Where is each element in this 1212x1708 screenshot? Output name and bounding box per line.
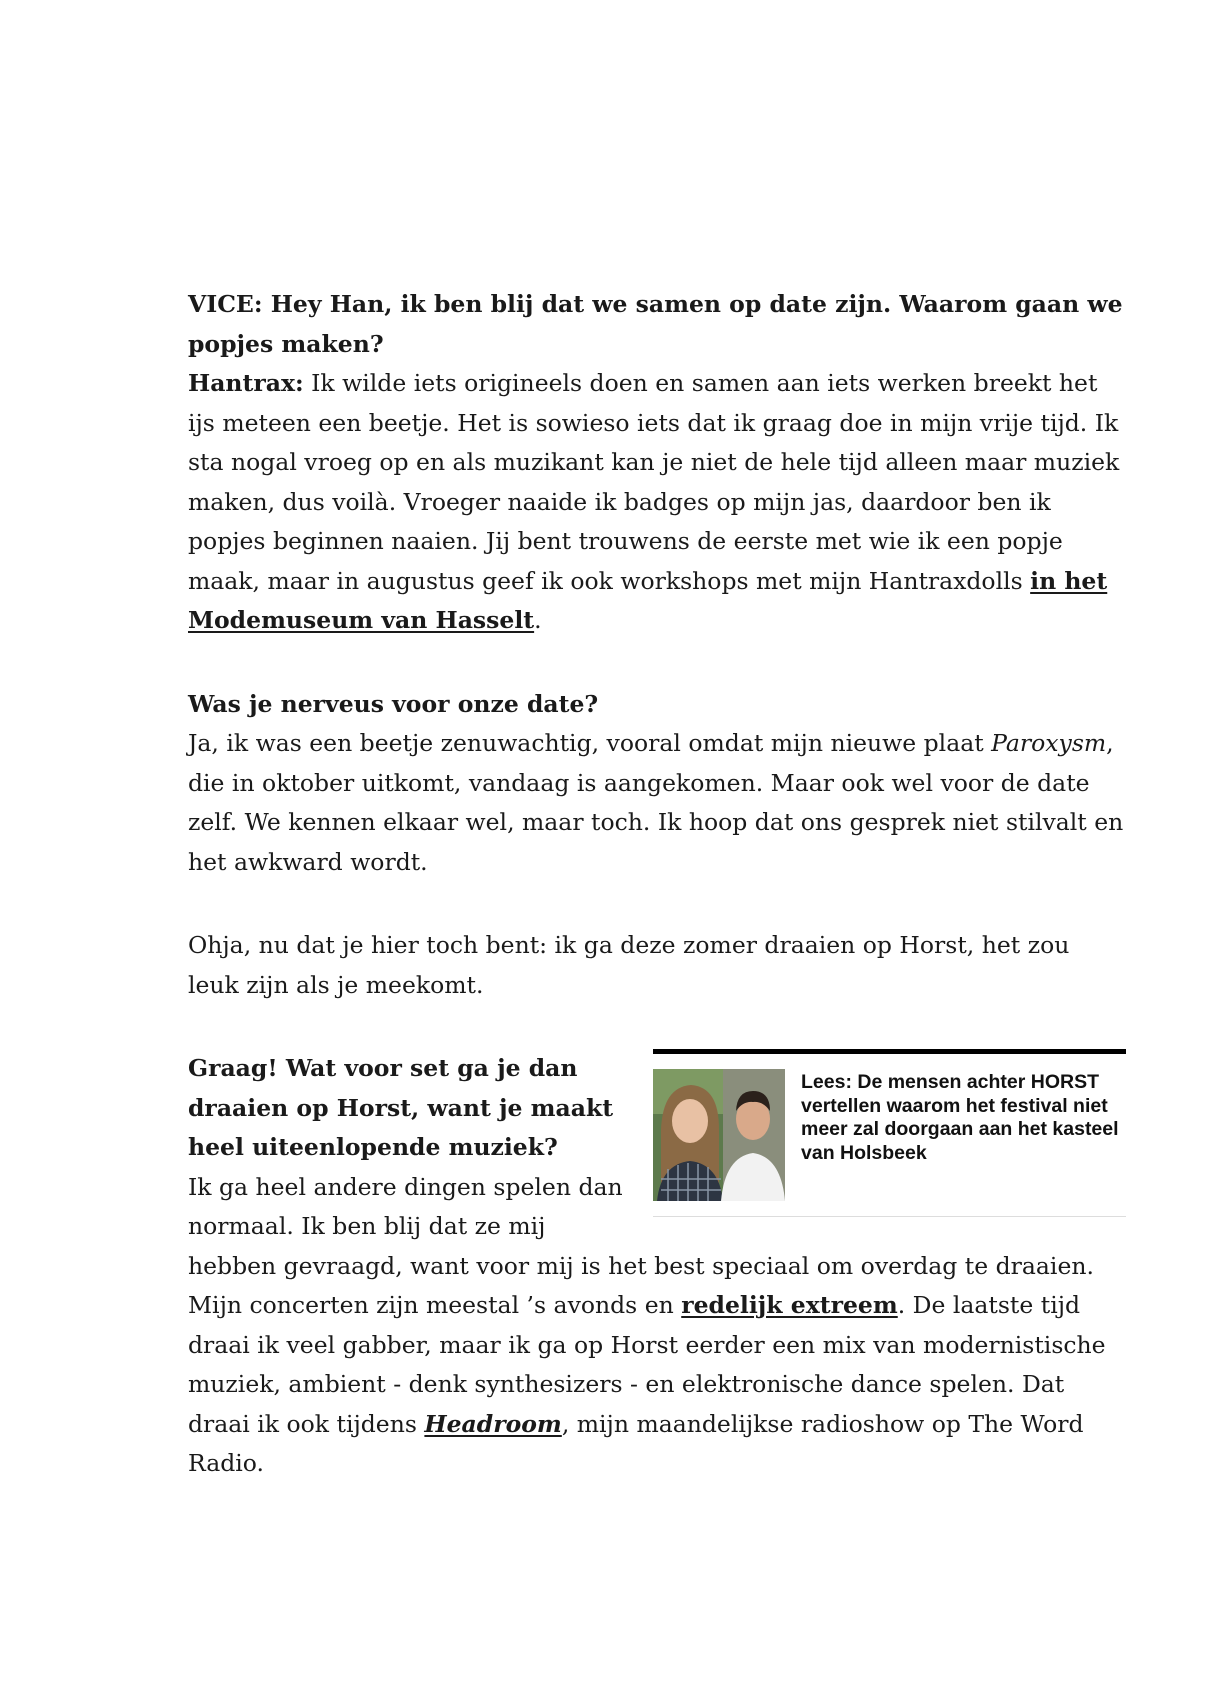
speaker-label: Hantrax: [188,369,304,397]
question-1-text: VICE: Hey Han, ik ben blij dat we samen op date zijn. Waarom gaan we popjes maken? [188,290,1123,358]
question-3 [188,926,1126,1005]
album-title: Paroxysm [991,729,1107,757]
related-article-title[interactable]: Lees: De mensen achter HORST vertellen waarom het festival niet meer zal doorgaan aan het kasteel van Holsbeek [801,1071,1119,1164]
answer-2 [188,724,1126,882]
answer-2-before: Ja, ik was een beetje zenuwachtig, vooral omdat mijn nieuwe plaat [188,729,992,757]
headroom-link[interactable]: Headroom [424,1409,562,1438]
article-body [188,285,1126,1484]
answer-1-end: . [534,606,542,634]
answer-2-after: , die in oktober uitkomt, vandaag is aangekomen. Maar ook wel voor de date zelf. We kennen elkaar wel, maar toch. Ik hoop dat ons gesprek niet stilvalt en het awkward wordt. [188,729,1124,876]
question-4-text: Graag! Wat voor set ga je dan draaien op Horst, want je maakt heel uiteenlopende muziek? [188,1054,614,1161]
answer-1 [188,364,1126,641]
modemuseum-link[interactable]: in het Modemuseum van Hasselt [188,566,1108,634]
related-article-thumbnail [653,1069,785,1201]
answer-1-text: Ik wilde iets origineels doen en samen aan iets werken breekt het ijs meteen een beetje. Het is sowieso iets dat ik graag doe in mijn vrije tijd. Ik sta nogal vroeg op en als muzikant kan je niet de hele tijd alleen maar muziek maken, dus voilà. Vroeger naaide ik badges op mijn jas, daardoor ben ik popjes beginnen naaien. Jij bent trouwens de eerste met wie ik een popje maak, maar in augustus geef ik ook workshops met mijn Hantraxdolls [188,369,1120,595]
answer-4-text-3: , mijn maandelijkse radioshow op The Word Radio. [188,1409,1084,1477]
redelijk-extreem-link[interactable]: redelijk extreem [681,1291,898,1319]
question-1 [188,285,1126,364]
answer-4-text-1: Ik ga heel andere dingen spelen dan normaal. Ik ben blij dat ze mij hebben gevraagd, want voor mij is het best speciaal om overdag te draaien. Mijn concerten zijn meestal ’s avonds en [188,1172,1094,1319]
question-2 [188,685,1126,725]
question-3-text: Ohja, nu dat je hier toch bent: ik ga deze zomer draaien op Horst, het zou leuk zijn als je meekomt. [188,931,1070,999]
question-2-text: Was je nerveus voor onze date? [188,689,599,718]
related-article-card[interactable] [653,1049,1126,1217]
answer-4-text-2: . De laatste tijd draai ik veel gabber, maar ik ga op Horst eerder een mix van modernistische muziek, ambient - denk synthesizers - en elektronische dance spelen. Dat draai ik ook tijdens [188,1291,1106,1438]
two-people-photo [653,1069,785,1201]
